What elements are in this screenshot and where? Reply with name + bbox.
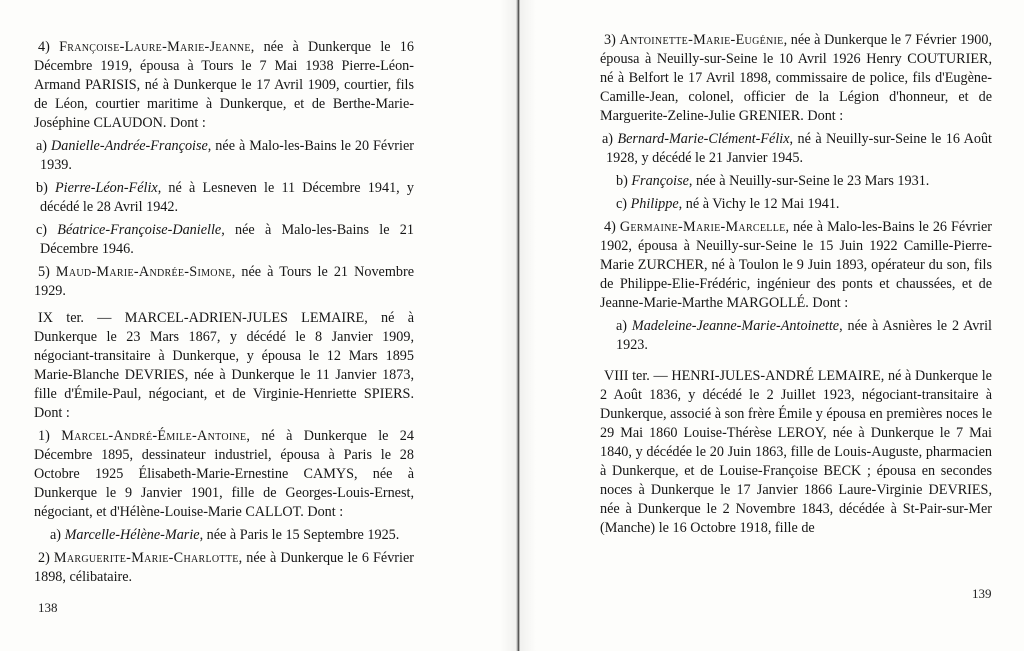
paragraph-marcelle: a) Marcelle-Hélène-Marie, née à Paris le 15 Septembre 1925. [50,527,400,543]
paragraph-francoise: 4) Françoise-Laure-Marie-Jeanne, née à Dunkerque le 16 Décembre 1919, épousa à Tours le 7 Mai 1938 Pierre-Léon-Armand PARISIS, né à Dunkerque le 17 Avril 1909, courtier, fils de Léon, courtier maritime à Dunkerque, et de Berthe-Marie-Joséphine CLAUDON. Dont : [34,39,414,131]
paragraph-marguerite: 2) Marguerite-Marie-Charlotte, née à Dunkerque le 6 Février 1898, célibataire. [34,550,414,585]
paragraph-philippe: c) Philippe, né à Vichy le 12 Mai 1941. [616,196,840,212]
paragraph-antoinette: 3) Antoinette-Marie-Eugénie, née à Dunkerque le 7 Février 1900, épousa à Neuilly-sur-Seine le 10 Avril 1926 Henry COUTURIER, né à Belfort le 17 Avril 1898, commissaire de police, fils d'Eugène-Camille-Jean, colonel, officier de la Légion d'honneur, et de Marguerite-Zeline-Julie GRENIER. Dont : [600,32,992,124]
paragraph-francoise-neuilly: b) Françoise, née à Neuilly-sur-Seine le 23 Mars 1931. [616,173,930,189]
paragraph-ix-ter-marcel: IX ter. — MARCEL-ADRIEN-JULES LEMAIRE, né à Dunkerque le 23 Mars 1867, y décédé le 8 Janvier 1909, négociant-transitaire à Dunkerque, y épousa le 12 Mars 1895 Marie-Blanche DEVRIES, née à Dunkerque le 11 Janvier 1873, fille d'Émile-Paul, négociant, et de Virginie-Henriette SPIERS. Dont : [34,310,415,421]
right-page-text [600,31,992,542]
paragraph-bernard: a) Bernard-Marie-Clément-Félix, né à Neuilly-sur-Seine le 16 Août 1928, y décédé le 21 Janvier 1945. [602,131,992,166]
paragraph-germaine: 4) Germaine-Marie-Marcelle, née à Malo-les-Bains le 26 Février 1902, épousa à Neuilly-sur-Seine le 15 Juin 1922 Camille-Pierre-Marie ZURCHER, né à Toulon le 9 Juin 1893, opérateur du son, fils de Philippe-Elie-Frédéric, ingénieur des ponts et chaussées, et de Jeanne-Marie-Marthe MARGOLLÉ. Dont : [600,219,992,311]
left-page [34,0,414,651]
book-gutter [516,0,520,651]
paragraph-beatrice: c) Béatrice-Françoise-Danielle, née à Malo-les-Bains le 21 Décembre 1946. [36,222,414,257]
paragraph-marcel-andre: 1) Marcel-André-Émile-Antoine, né à Dunkerque le 24 Décembre 1895, dessinateur industriel, épousa à Paris le 28 Octobre 1925 Élisabeth-Marie-Ernestine CAMYS, née à Dunkerque le 9 Janvier 1901, fille de Georges-Louis-Ernest, négociant, et d'Hélène-Louise-Marie CALLOT. Dont : [34,428,414,520]
paragraph-viii-ter-henri: VIII ter. — HENRI-JULES-ANDRÉ LEMAIRE, né à Dunkerque le 2 Août 1836, y décédé le 2 Juillet 1923, négociant-transitaire à Dunkerque, associé à son frère Émile y épousa en premières noces le 29 Mai 1860 Louise-Thérèse LEROY, née à Dunkerque le 7 Mai 1840, y décédée le 20 Juin 1863, fille de Louis-Auguste, pharmacien à Dunkerque, et de Louise-Françoise BECK ; épousa en secondes noces à Dunkerque le 17 Janvier 1866 Laure-Virginie DEVRIES, née à Dunkerque le 2 Novembre 1843, décédée à St-Pair-sur-Mer (Manche) le 16 Octobre 1918, fille de [600,368,992,536]
paragraph-maud: 5) Maud-Marie-Andrée-Simone, née à Tours le 21 Novembre 1929. [34,264,414,299]
paragraph-danielle: a) Danielle-Andrée-Françoise, née à Malo-les-Bains le 20 Février 1939. [36,138,414,173]
right-page [600,0,992,651]
paragraph-pierre-leon: b) Pierre-Léon-Félix, né à Lesneven le 11 Décembre 1941, y décédé le 28 Avril 1942. [36,180,414,215]
left-page-text [34,38,414,591]
paragraph-madeleine: a) Madeleine-Jeanne-Marie-Antoinette, née à Asnières le 2 Avril 1923. [616,318,992,353]
page-number-right: 139 [972,586,992,601]
page-number-left: 138 [38,600,58,615]
